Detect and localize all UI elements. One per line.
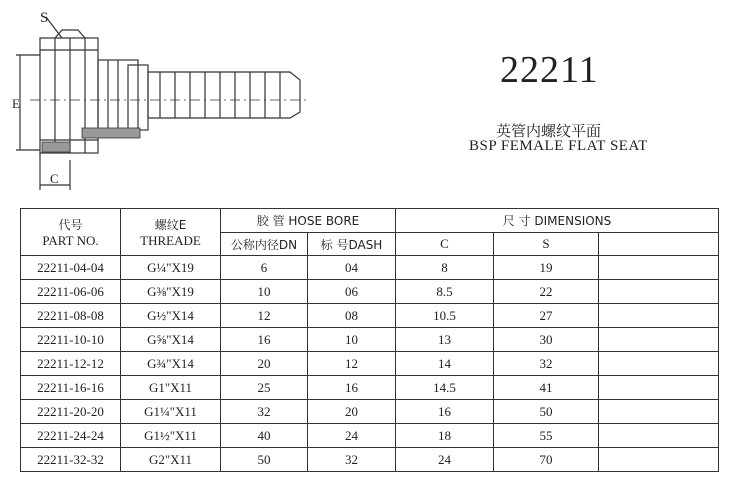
table-row xyxy=(21,352,719,376)
cell-s: 41 xyxy=(494,376,599,400)
cell-dn: 20 xyxy=(221,352,308,376)
cell-empty xyxy=(599,280,719,304)
cell-dn: 10 xyxy=(221,280,308,304)
cell-dn: 16 xyxy=(221,328,308,352)
cell-part: 22211-16-16 xyxy=(21,376,121,400)
cell-c: 16 xyxy=(396,400,494,424)
header-dash: 标 号DASH xyxy=(308,233,396,256)
cell-dn: 25 xyxy=(221,376,308,400)
cell-thread: G1¼"X11 xyxy=(121,400,221,424)
cell-part: 22211-12-12 xyxy=(21,352,121,376)
header-c: C xyxy=(396,233,494,256)
cell-dn: 40 xyxy=(221,424,308,448)
cell-dn: 6 xyxy=(221,256,308,280)
fitting-drawing xyxy=(0,0,330,200)
header-part-en: PART NO. xyxy=(42,232,99,248)
table-row xyxy=(21,256,719,280)
cell-empty xyxy=(599,352,719,376)
cell-thread: G2"X11 xyxy=(121,448,221,472)
cell-empty xyxy=(599,448,719,472)
cell-c: 8 xyxy=(396,256,494,280)
cell-s: 55 xyxy=(494,424,599,448)
cell-c: 10.5 xyxy=(396,304,494,328)
table-row xyxy=(21,448,719,472)
table-row xyxy=(21,304,719,328)
table-row xyxy=(21,280,719,304)
cell-empty xyxy=(599,376,719,400)
cell-empty xyxy=(599,256,719,280)
cell-thread: G¼"X19 xyxy=(121,256,221,280)
header-s: S xyxy=(494,233,599,256)
cell-dash: 10 xyxy=(308,328,396,352)
title-chinese: 英管内螺纹平面 xyxy=(496,122,602,140)
cell-dash: 16 xyxy=(308,376,396,400)
cell-s: 27 xyxy=(494,304,599,328)
cell-part: 22211-24-24 xyxy=(21,424,121,448)
header-hose-bore: 胶 管 HOSE BORE xyxy=(221,209,396,233)
table-row xyxy=(21,328,719,352)
spec-table xyxy=(20,208,719,472)
cell-empty xyxy=(599,304,719,328)
cell-empty xyxy=(599,328,719,352)
cell-thread: G¾"X14 xyxy=(121,352,221,376)
cell-thread: G⅜"X19 xyxy=(121,280,221,304)
header-thread-en: THREADE xyxy=(140,232,201,248)
s-leader-line xyxy=(46,17,62,38)
cell-c: 13 xyxy=(396,328,494,352)
cell-s: 30 xyxy=(494,328,599,352)
cell-s: 22 xyxy=(494,280,599,304)
cell-dn: 32 xyxy=(221,400,308,424)
cell-dn: 12 xyxy=(221,304,308,328)
cell-thread: G1½"X11 xyxy=(121,424,221,448)
label-s: S xyxy=(40,10,49,26)
cell-part: 22211-08-08 xyxy=(21,304,121,328)
cell-part: 22211-20-20 xyxy=(21,400,121,424)
cell-c: 14.5 xyxy=(396,376,494,400)
table-row xyxy=(21,376,719,400)
cell-s: 70 xyxy=(494,448,599,472)
spec-table-body xyxy=(21,256,719,472)
cell-s: 32 xyxy=(494,352,599,376)
label-e: E xyxy=(12,96,20,111)
cell-c: 8.5 xyxy=(396,280,494,304)
cell-c: 14 xyxy=(396,352,494,376)
cell-thread: G1"X11 xyxy=(121,376,221,400)
cell-dash: 32 xyxy=(308,448,396,472)
cell-dash: 24 xyxy=(308,424,396,448)
label-c: C xyxy=(50,171,59,186)
header-thread xyxy=(121,209,221,256)
cell-empty xyxy=(599,424,719,448)
header-part-cn: 代号 xyxy=(58,217,83,232)
cell-c: 24 xyxy=(396,448,494,472)
cell-s: 50 xyxy=(494,400,599,424)
header-dn: 公称内径DN xyxy=(221,233,308,256)
cell-c: 18 xyxy=(396,424,494,448)
header-dimensions: 尺 寸 DIMENSIONS xyxy=(396,209,719,233)
cell-dash: 06 xyxy=(308,280,396,304)
cell-dash: 20 xyxy=(308,400,396,424)
cell-dash: 12 xyxy=(308,352,396,376)
cell-part: 22211-10-10 xyxy=(21,328,121,352)
cell-empty xyxy=(599,400,719,424)
table-row xyxy=(21,424,719,448)
cell-s: 19 xyxy=(494,256,599,280)
title-english: BSP FEMALE FLAT SEAT xyxy=(469,138,648,154)
cell-part: 22211-32-32 xyxy=(21,448,121,472)
hose-tail xyxy=(148,72,300,118)
cell-part: 22211-06-06 xyxy=(21,280,121,304)
table-row xyxy=(21,400,719,424)
header-empty xyxy=(599,233,719,256)
header-thread-cn: 螺纹E xyxy=(154,217,187,232)
cell-dash: 04 xyxy=(308,256,396,280)
header-part-no xyxy=(21,209,121,256)
cell-dn: 50 xyxy=(221,448,308,472)
cell-part: 22211-04-04 xyxy=(21,256,121,280)
cell-thread: G½"X14 xyxy=(121,304,221,328)
cell-thread: G⅝"X14 xyxy=(121,328,221,352)
cell-dash: 08 xyxy=(308,304,396,328)
product-code: 22211 xyxy=(500,49,599,91)
